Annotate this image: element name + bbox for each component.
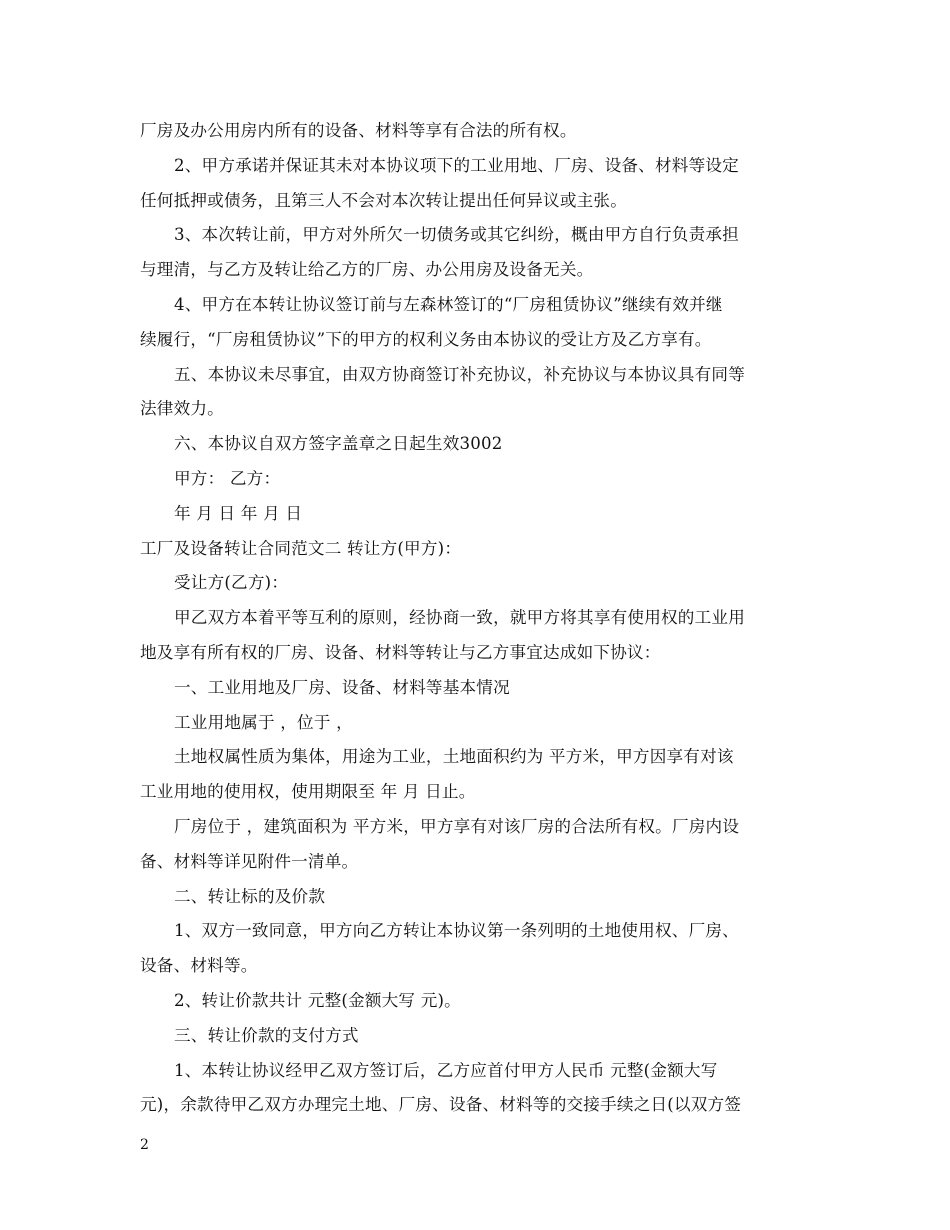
text-line: 年 月 日 年 月 日 — [174, 503, 303, 523]
text-line: 3、本次转让前，甲方对外所欠一切债务或其它纠纷，概由甲方自行负责承担 — [174, 225, 739, 245]
text-line: 任何抵押或债务，且第三人不会对本次转让提出任何异议或主张。 — [140, 190, 628, 210]
text-line: 1、本转让协议经甲乙双方签订后，乙方应首付甲方人民币 元整(金额大写 — [174, 1060, 718, 1080]
text-line: 厂房位于 ，建筑面积为 平方米，甲方享有对该厂房的合法所有权。厂房内设 — [174, 816, 740, 836]
text-line: 1、双方一致同意，甲方向乙方转让本协议第一条列明的土地使用权、厂房、 — [174, 921, 739, 941]
text-line: 五、本协议未尽事宜，由双方协商签订补充协议，补充协议与本协议具有同等 — [174, 364, 745, 384]
document-body — [140, 114, 820, 1123]
text-line: 土地权属性质为集体，用途为工业，土地面积约为 平方米，甲方因享有对该 — [174, 747, 734, 767]
text-line: 续履行，“厂房租赁协议”下的甲方的权利义务由本协议的受让方及乙方享有。 — [140, 329, 712, 349]
text-line: 厂房及办公用房内所有的设备、材料等享有合法的所有权。 — [140, 121, 577, 140]
text-line: 受让方(乙方)： — [174, 573, 289, 593]
text-line: 一、工业用地及厂房、设备、材料等基本情况 — [174, 677, 510, 697]
text-line: 工厂及设备转让合同范文二 转让方(甲方)： — [140, 538, 462, 558]
text-line: 2、转让价款共计 元整(金额大写 元)。 — [174, 990, 461, 1010]
text-line: 工业用地属于 ，位于 ， — [174, 712, 353, 732]
text-line: 六、本协议自双方签字盖章之日起生效3002 — [174, 434, 503, 454]
text-line: 4、甲方在本转让协议签订前与左森林签订的“厂房租赁协议”继续有效并继 — [174, 294, 723, 314]
text-line: 法律效力。 — [140, 399, 224, 419]
text-line: 2、甲方承诺并保证其未对本协议项下的工业用地、厂房、设备、材料等设定 — [174, 155, 739, 175]
text-line: 三、转让价款的支付方式 — [174, 1025, 359, 1045]
text-line: 设备、材料等。 — [140, 956, 258, 976]
text-line: 甲方： 乙方： — [174, 468, 281, 488]
text-line: 备、材料等详见附件一清单。 — [140, 851, 359, 871]
text-line: 地及享有所有权的厂房、设备、材料等转让与乙方事宜达成如下协议： — [140, 642, 661, 662]
text-line: 与理清，与乙方及转让给乙方的厂房、办公用房及设备无关。 — [140, 260, 594, 280]
text-line: 甲乙双方本着平等互利的原则，经协商一致，就甲方将其享有使用权的工业用 — [174, 608, 745, 628]
page-number: 2 — [140, 1137, 149, 1153]
text-line: 工业用地的使用权，使用期限至 年 月 日止。 — [140, 782, 476, 802]
text-line: 二、转让标的及价款 — [174, 886, 326, 906]
text-line: 元)，余款待甲乙双方办理完土地、厂房、设备、材料等的交接手续之日(以双方签 — [140, 1095, 742, 1115]
